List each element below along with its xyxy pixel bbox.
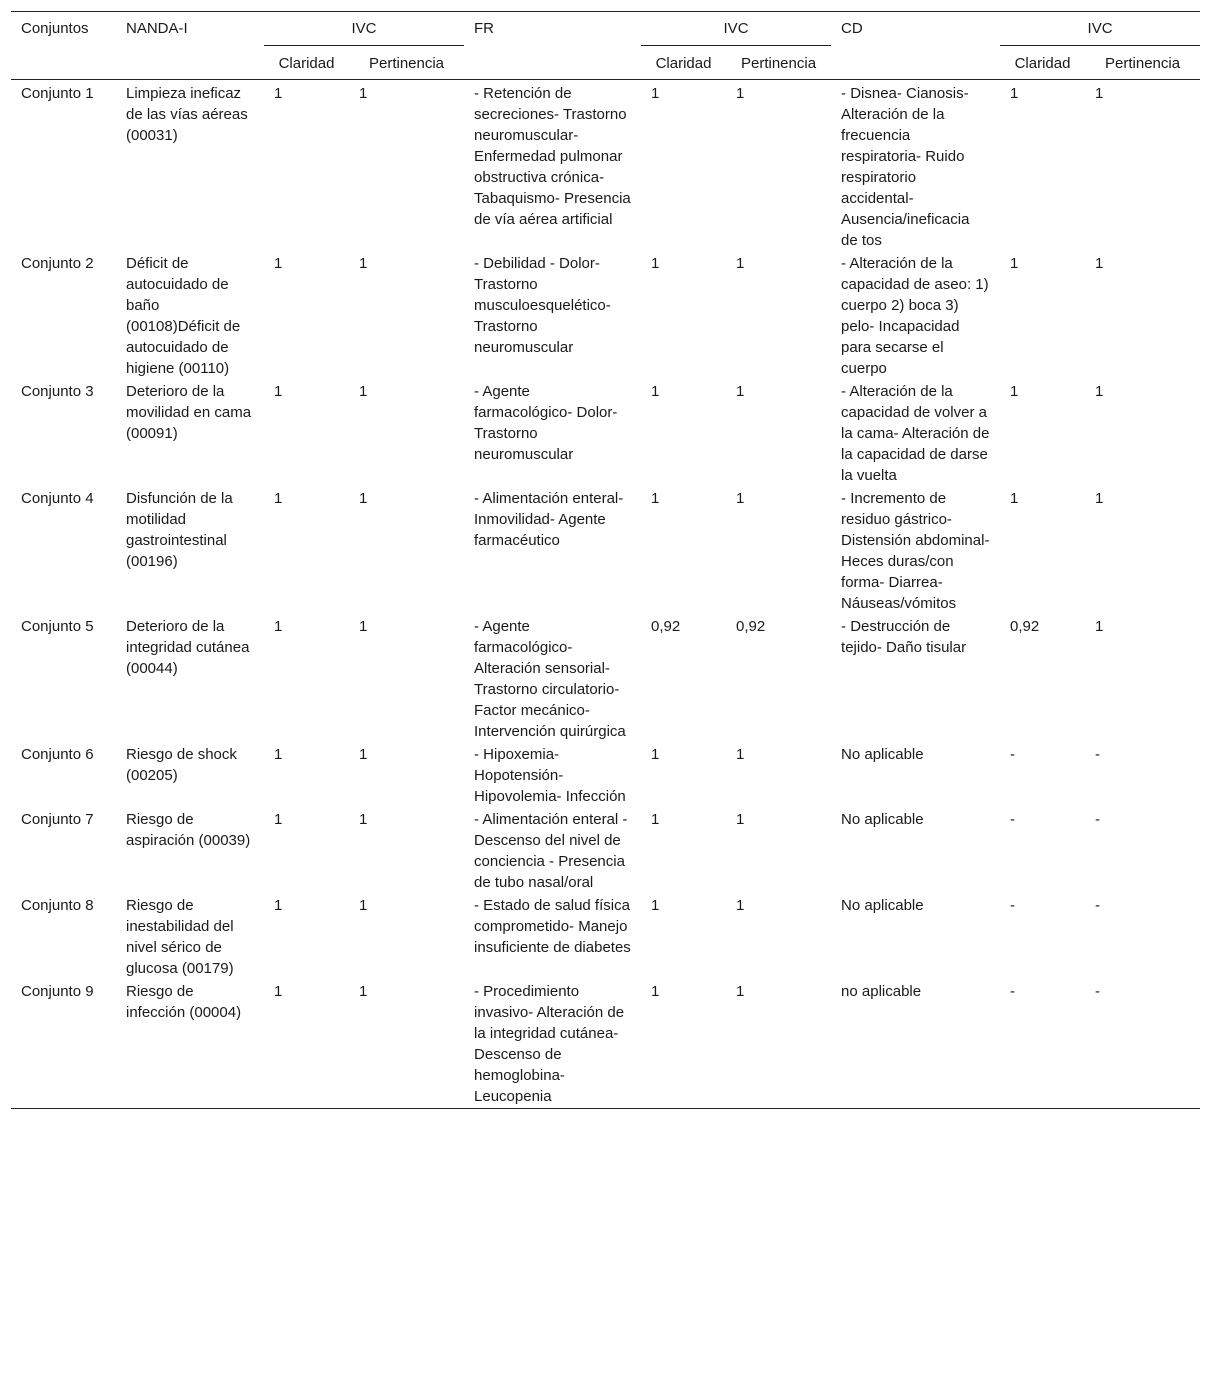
cell-nanda-claridad: 1: [274, 490, 283, 507]
cell-fr: - Debilidad - Dolor- Trastorno musculoesquelético- Trastorno neuromuscular: [474, 255, 611, 356]
cell-fr: - Estado de salud física comprometido- Manejo insuficiente de diabetes: [474, 897, 631, 956]
cell-fr-claridad: 1: [651, 383, 660, 400]
cell-fr-pertinencia: 1: [736, 383, 745, 400]
cell-cd: - Destrucción de tejido- Daño tisular: [841, 618, 967, 656]
header-conjuntos: Conjuntos: [21, 20, 89, 37]
cell-cd-pertinencia: 1: [1095, 383, 1104, 400]
cell-fr-pertinencia: 1: [736, 983, 745, 1000]
header-claridad: Claridad: [278, 55, 335, 72]
cell-cd: - Incremento de residuo gástrico- Distensión abdominal- Heces duras/con forma- Diarrea- Náuseas/vómitos: [841, 490, 990, 612]
cell-conjunto: Conjunto 4: [21, 490, 94, 507]
cell-cd: no aplicable: [841, 983, 922, 1000]
cell-conjunto: Conjunto 3: [21, 383, 94, 400]
header-ivc-fr: IVC: [641, 12, 831, 46]
table-row: [11, 808, 1200, 894]
cell-nanda-pertinencia: 1: [359, 746, 368, 763]
cell-conjunto: Conjunto 8: [21, 897, 94, 914]
cell-nanda-pertinencia: 1: [359, 85, 368, 102]
cell-nanda: Limpieza ineficaz de las vías aéreas (00031): [126, 85, 248, 144]
header-claridad: Claridad: [655, 55, 712, 72]
cell-cd-claridad: 0,92: [1010, 618, 1040, 635]
cell-nanda-claridad: 1: [274, 811, 283, 828]
cell-nanda-claridad: 1: [274, 383, 283, 400]
cell-fr-claridad: 1: [651, 811, 660, 828]
cell-nanda-claridad: 1: [274, 983, 283, 1000]
cell-fr-claridad: 1: [651, 746, 660, 763]
cell-nanda-claridad: 1: [274, 618, 283, 635]
cell-cd-claridad: -: [1010, 983, 1016, 1000]
cell-conjunto: Conjunto 7: [21, 811, 94, 828]
cell-fr: - Procedimiento invasivo- Alteración de la integridad cutánea- Descenso de hemoglobina- Leucopenia: [474, 983, 625, 1105]
cell-nanda-pertinencia: 1: [359, 897, 368, 914]
cell-cd-claridad: -: [1010, 811, 1016, 828]
cell-cd-pertinencia: -: [1095, 897, 1101, 914]
cell-nanda-claridad: 1: [274, 85, 283, 102]
cell-cd-pertinencia: 1: [1095, 85, 1104, 102]
cell-fr-claridad: 1: [651, 85, 660, 102]
cell-conjunto: Conjunto 5: [21, 618, 94, 635]
ivc-table: [11, 11, 1200, 1109]
cell-conjunto: Conjunto 6: [21, 746, 94, 763]
cell-nanda-claridad: 1: [274, 746, 283, 763]
cell-conjunto: Conjunto 9: [21, 983, 94, 1000]
cell-nanda-pertinencia: 1: [359, 618, 368, 635]
cell-nanda: Déficit de autocuidado de baño (00108)Déficit de autocuidado de higiene (00110): [126, 255, 241, 377]
cell-cd-claridad: 1: [1010, 85, 1019, 102]
cell-cd-pertinencia: 1: [1095, 255, 1104, 272]
cell-nanda: Riesgo de aspiración (00039): [126, 811, 251, 849]
cell-fr-claridad: 0,92: [651, 618, 681, 635]
cell-fr: - Hipoxemia- Hopotensión- Hipovolemia- Infección: [474, 746, 626, 805]
cell-nanda-claridad: 1: [274, 897, 283, 914]
cell-nanda-claridad: 1: [274, 255, 283, 272]
cell-cd-pertinencia: -: [1095, 746, 1101, 763]
header-cd: CD: [841, 20, 863, 37]
cell-cd: No aplicable: [841, 811, 924, 828]
cell-fr-claridad: 1: [651, 983, 660, 1000]
header-ivc-nanda: IVC: [264, 12, 464, 46]
cell-fr-claridad: 1: [651, 490, 660, 507]
cell-nanda-pertinencia: 1: [359, 255, 368, 272]
cell-cd-claridad: -: [1010, 746, 1016, 763]
cell-fr-pertinencia: 1: [736, 746, 745, 763]
cell-nanda: Riesgo de infección (00004): [126, 983, 242, 1021]
cell-cd: - Alteración de la capacidad de aseo: 1) cuerpo 2) boca 3) pelo- Incapacidad para secarse el cuerpo: [841, 255, 989, 377]
cell-fr-pertinencia: 1: [736, 255, 745, 272]
cell-fr-pertinencia: 1: [736, 897, 745, 914]
cell-nanda: Riesgo de shock (00205): [126, 746, 237, 784]
cell-cd-claridad: -: [1010, 897, 1016, 914]
cell-fr-pertinencia: 1: [736, 811, 745, 828]
table-row: [11, 380, 1200, 487]
cell-nanda: Deterioro de la movilidad en cama (00091): [126, 383, 252, 442]
header-claridad: Claridad: [1014, 55, 1071, 72]
header-pertinencia: Pertinencia: [368, 55, 445, 72]
table-row: [11, 980, 1200, 1109]
cell-fr: - Alimentación enteral - Descenso del nivel de conciencia - Presencia de tubo nasal/oral: [474, 811, 628, 891]
cell-fr: - Alimentación enteral- Inmovilidad- Agente farmacéutico: [474, 490, 624, 549]
cell-cd-claridad: 1: [1010, 490, 1019, 507]
table-container: [11, 11, 1200, 1109]
cell-cd: - Disnea- Cianosis- Alteración de la frecuencia respiratoria- Ruido respiratorio accidental- Ausencia/ineficacia de tos: [841, 85, 970, 249]
cell-conjunto: Conjunto 2: [21, 255, 94, 272]
header-fr: FR: [474, 20, 495, 37]
cell-fr: - Agente farmacológico- Dolor- Trastorno neuromuscular: [474, 383, 618, 463]
cell-nanda: Disfunción de la motilidad gastrointestinal (00196): [126, 490, 233, 570]
cell-nanda-pertinencia: 1: [359, 811, 368, 828]
cell-fr-pertinencia: 1: [736, 490, 745, 507]
header-pertinencia: Pertinencia: [741, 55, 817, 72]
cell-cd: No aplicable: [841, 746, 924, 763]
cell-fr: - Retención de secreciones- Trastorno neuromuscular- Enfermedad pulmonar obstructiva crónica- Tabaquismo- Presencia de vía aérea artificial: [474, 85, 631, 228]
table-row: [11, 615, 1200, 743]
cell-cd-pertinencia: 1: [1095, 490, 1104, 507]
cell-fr: - Agente farmacológico- Alteración sensorial- Trastorno circulatorio- Factor mecánico- Intervención quirúrgica: [474, 618, 626, 740]
cell-fr-claridad: 1: [651, 255, 660, 272]
table-row: [11, 252, 1200, 380]
cell-conjunto: Conjunto 1: [21, 85, 94, 102]
cell-nanda-pertinencia: 1: [359, 490, 368, 507]
table-row: [11, 894, 1200, 980]
cell-cd-pertinencia: -: [1095, 811, 1101, 828]
cell-cd-claridad: 1: [1010, 255, 1019, 272]
header-ivc-cd: IVC: [1000, 12, 1200, 46]
header-row-groups: [11, 12, 1200, 46]
cell-nanda-pertinencia: 1: [359, 983, 368, 1000]
table-row: [11, 487, 1200, 615]
table-row: [11, 743, 1200, 808]
cell-fr-pertinencia: 1: [736, 85, 745, 102]
header-pertinencia: Pertinencia: [1105, 55, 1181, 72]
cell-cd-pertinencia: -: [1095, 983, 1101, 1000]
cell-nanda: Riesgo de inestabilidad del nivel sérico de glucosa (00179): [126, 897, 234, 977]
cell-fr-claridad: 1: [651, 897, 660, 914]
table-row: [11, 80, 1200, 253]
cell-fr-pertinencia: 0,92: [736, 618, 766, 635]
cell-cd-pertinencia: 1: [1095, 618, 1104, 635]
cell-cd-claridad: 1: [1010, 383, 1019, 400]
cell-nanda-pertinencia: 1: [359, 383, 368, 400]
header-nanda: NANDA-I: [126, 20, 188, 37]
cell-nanda: Deterioro de la integridad cutánea (00044): [126, 618, 250, 677]
cell-cd: - Alteración de la capacidad de volver a la cama- Alteración de la capacidad de darse la vuelta: [841, 383, 990, 484]
cell-cd: No aplicable: [841, 897, 924, 914]
table-body: [11, 80, 1200, 1109]
